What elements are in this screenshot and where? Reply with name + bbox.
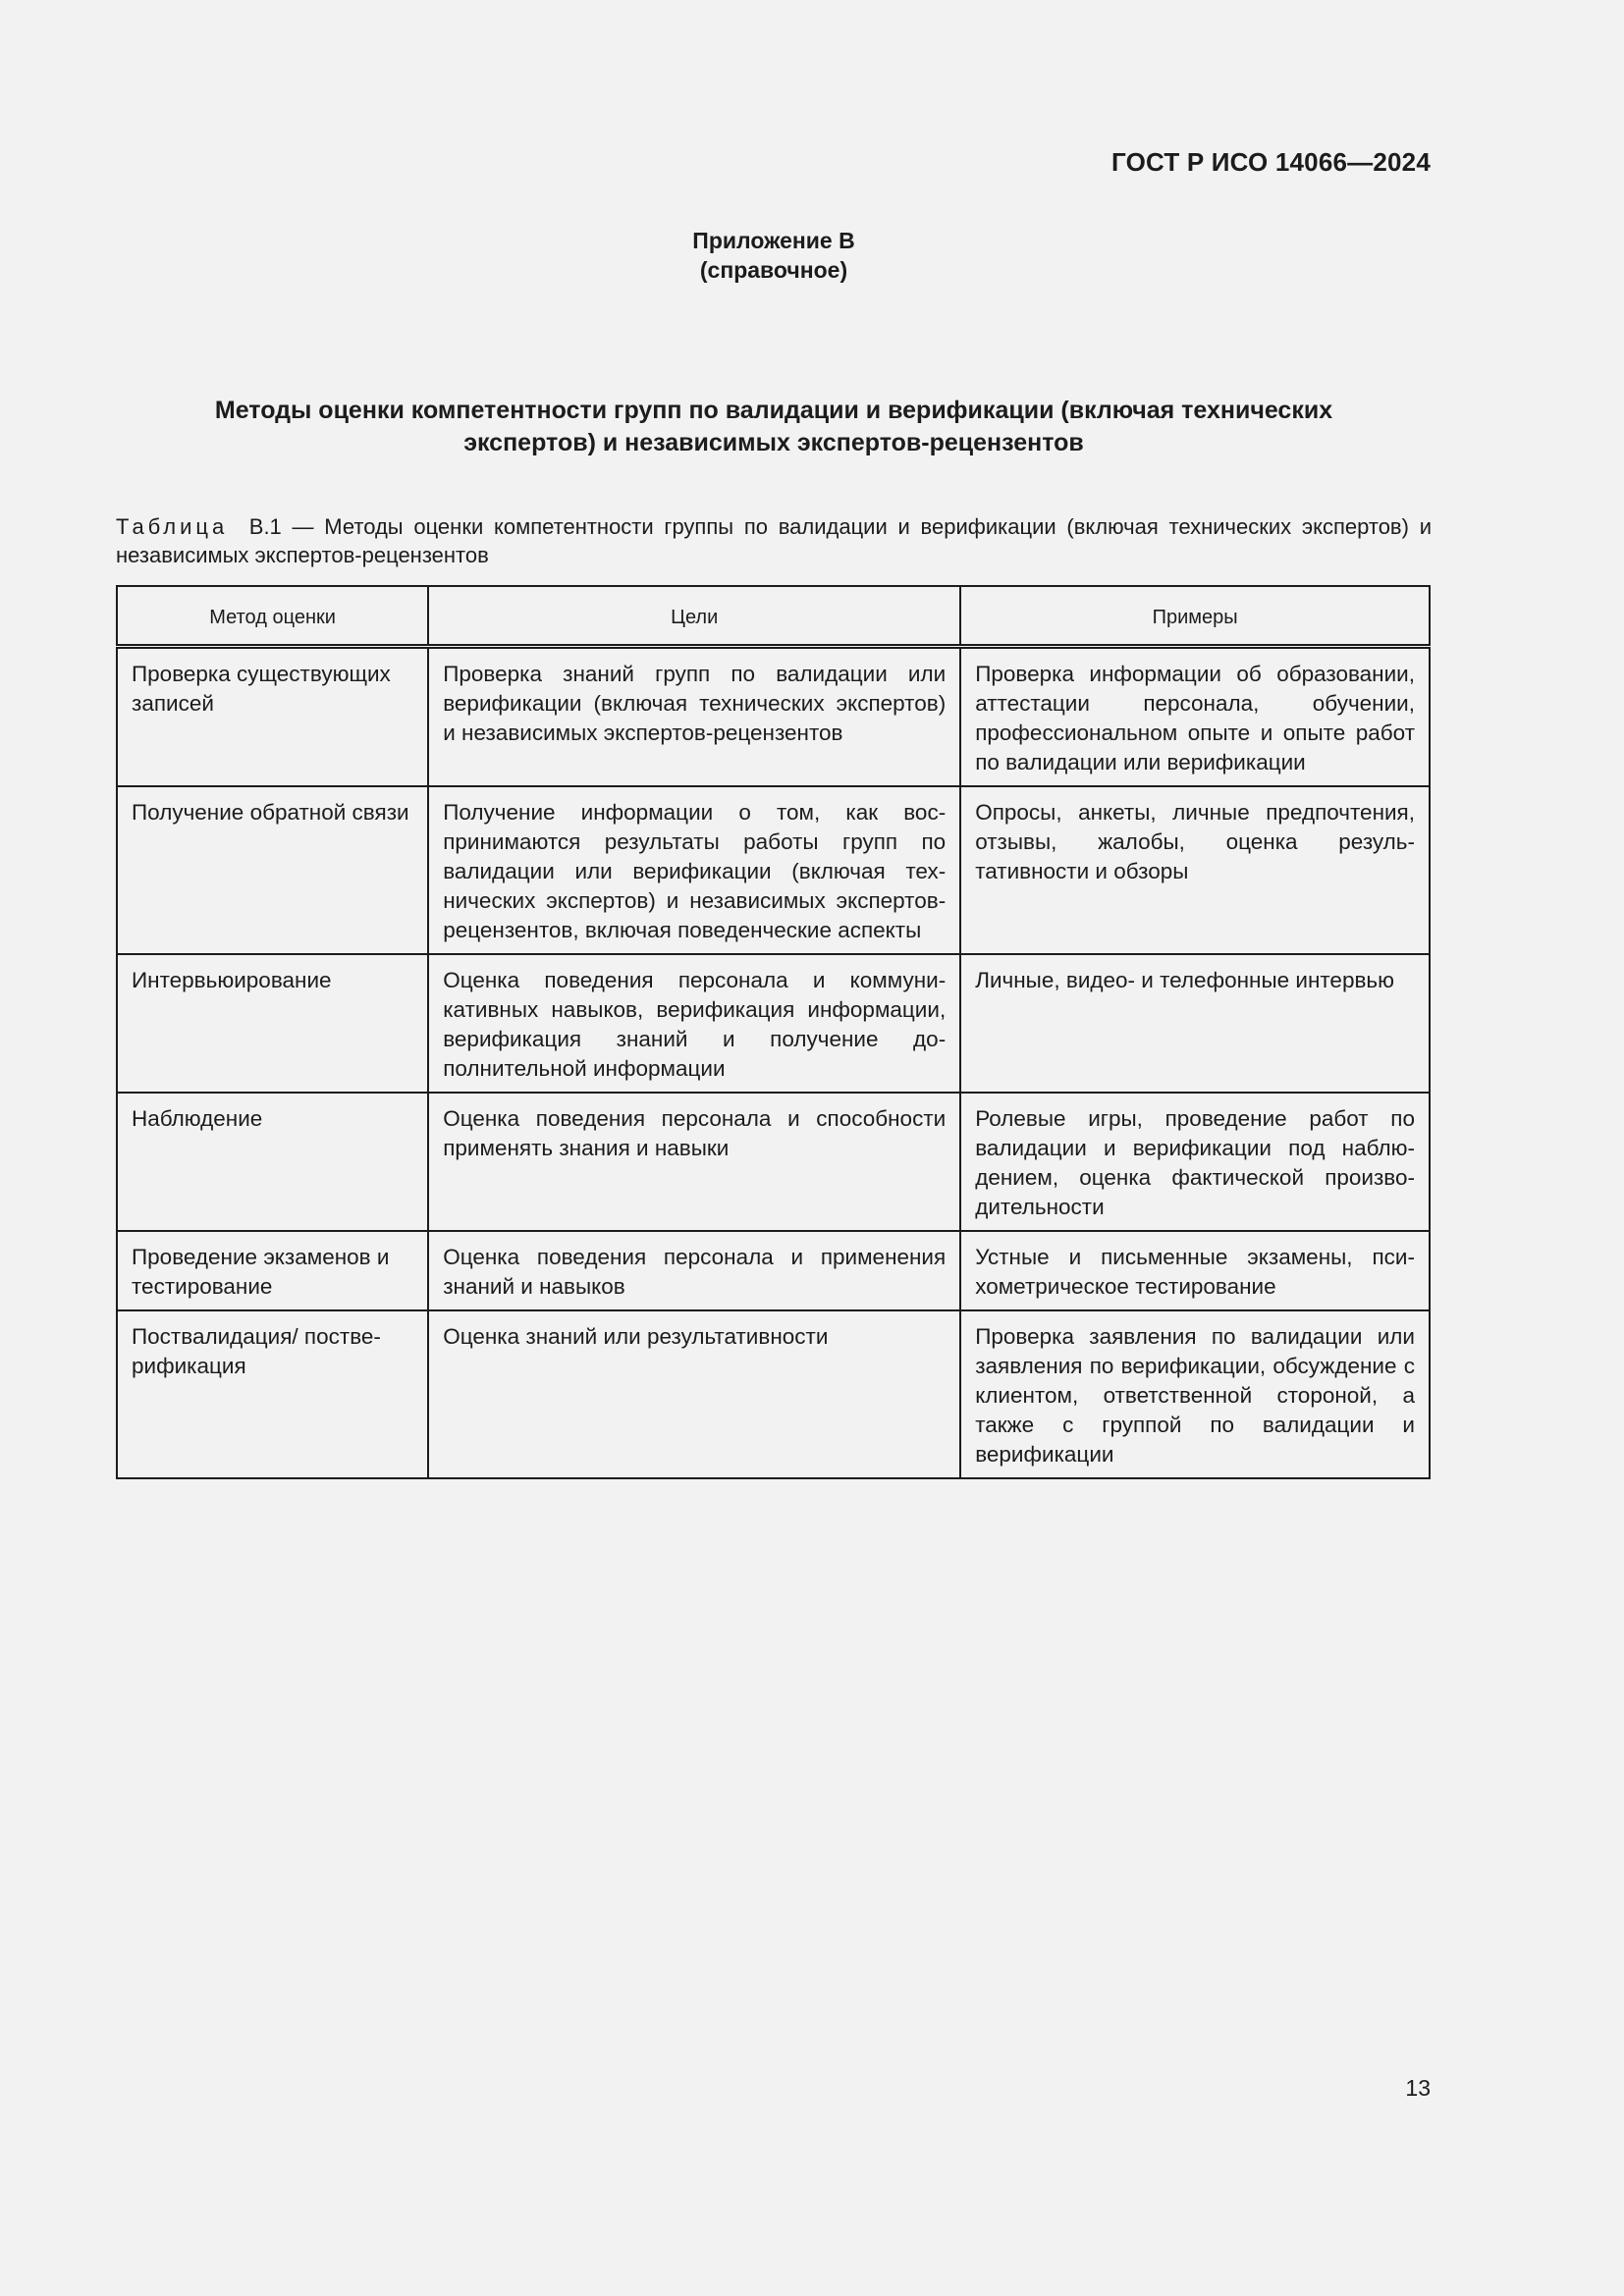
section-title-line-1: Методы оценки компетентности групп по валидации и верификации (включая технических [214,397,1333,424]
cell-examples: Проверка заявления по валидации или заявления по верификации, обсуждение с клиентом, ответственной стороной, а также с группой по валидации и верификации [960,1310,1430,1478]
cell-method: Проведение экзаменов и тестирование [117,1231,428,1310]
table-row [117,786,1430,954]
cell-method: Проверка существующих записей [117,647,428,787]
table-row [117,954,1430,1093]
header-method: Метод оценки [117,586,428,647]
table-caption-label: Таблица [116,514,229,539]
cell-goal: Оценка поведения персонала и способности применять знания и навыки [428,1093,960,1231]
header-examples: Примеры [960,586,1430,647]
cell-method: Поствалидация/ постверификация [117,1310,428,1478]
methods-table [116,585,1431,1479]
cell-goal: Оценка знаний или результативности [428,1310,960,1478]
cell-examples: Личные, видео- и телефонные интервью [960,954,1430,1093]
table-row [117,1310,1430,1478]
cell-examples: Проверка информации об образовании, аттестации персонала, обучении, профессиональном опыте и опыте работ по валидации или верификации [960,647,1430,787]
page-number: 13 [1405,2075,1431,2101]
standard-code: ГОСТ Р ИСО 14066—2024 [1110,147,1431,177]
table-caption-number: В.1 [248,514,282,539]
cell-method: Получение обратной связи [117,786,428,954]
appendix-title: Приложение В [692,228,855,253]
cell-method: Наблюдение [117,1093,428,1231]
section-title-line-2: экспертов) и независимых экспертов-рецензентов [463,429,1084,456]
appendix-type: (справочное) [699,257,848,283]
cell-examples: Ролевые игры, проведение работ по валидации и верификации под наблюдением, оценка фактической производительности [960,1093,1430,1231]
cell-examples: Опросы, анкеты, личные предпочтения, отзывы, жалобы, оценка результативности и обзоры [960,786,1430,954]
cell-method: Интервьюирование [117,954,428,1093]
table-caption [116,512,1432,569]
table-caption-text: — Методы оценки компетентности группы по валидации и верификации (включая технических экспертов) и независимых экспертов-рецензентов [116,514,1432,567]
cell-goal: Оценка поведения персонала и коммуникативных навыков, верификация информации, верификация знаний и получение дополнительной информации [428,954,960,1093]
table-row [117,1093,1430,1231]
appendix-heading [0,226,1547,285]
table-header-row [117,586,1430,647]
table-row [117,647,1430,787]
header-goals: Цели [428,586,960,647]
cell-examples: Устные и письменные экзамены, психометрическое тестирование [960,1231,1430,1310]
cell-goal: Проверка знаний групп по валидации или верификации (включая технических экспертов) и независимых экспертов-рецензентов [428,647,960,787]
table-row [117,1231,1430,1310]
cell-goal: Оценка поведения персонала и применения знаний и навыков [428,1231,960,1310]
section-title [116,395,1432,459]
cell-goal: Получение информации о том, как воспринимаются результаты работы групп по валидации или верификации (включая технических экспертов) и независимых экспертов-рецензентов, включая поведенческие аспекты [428,786,960,954]
